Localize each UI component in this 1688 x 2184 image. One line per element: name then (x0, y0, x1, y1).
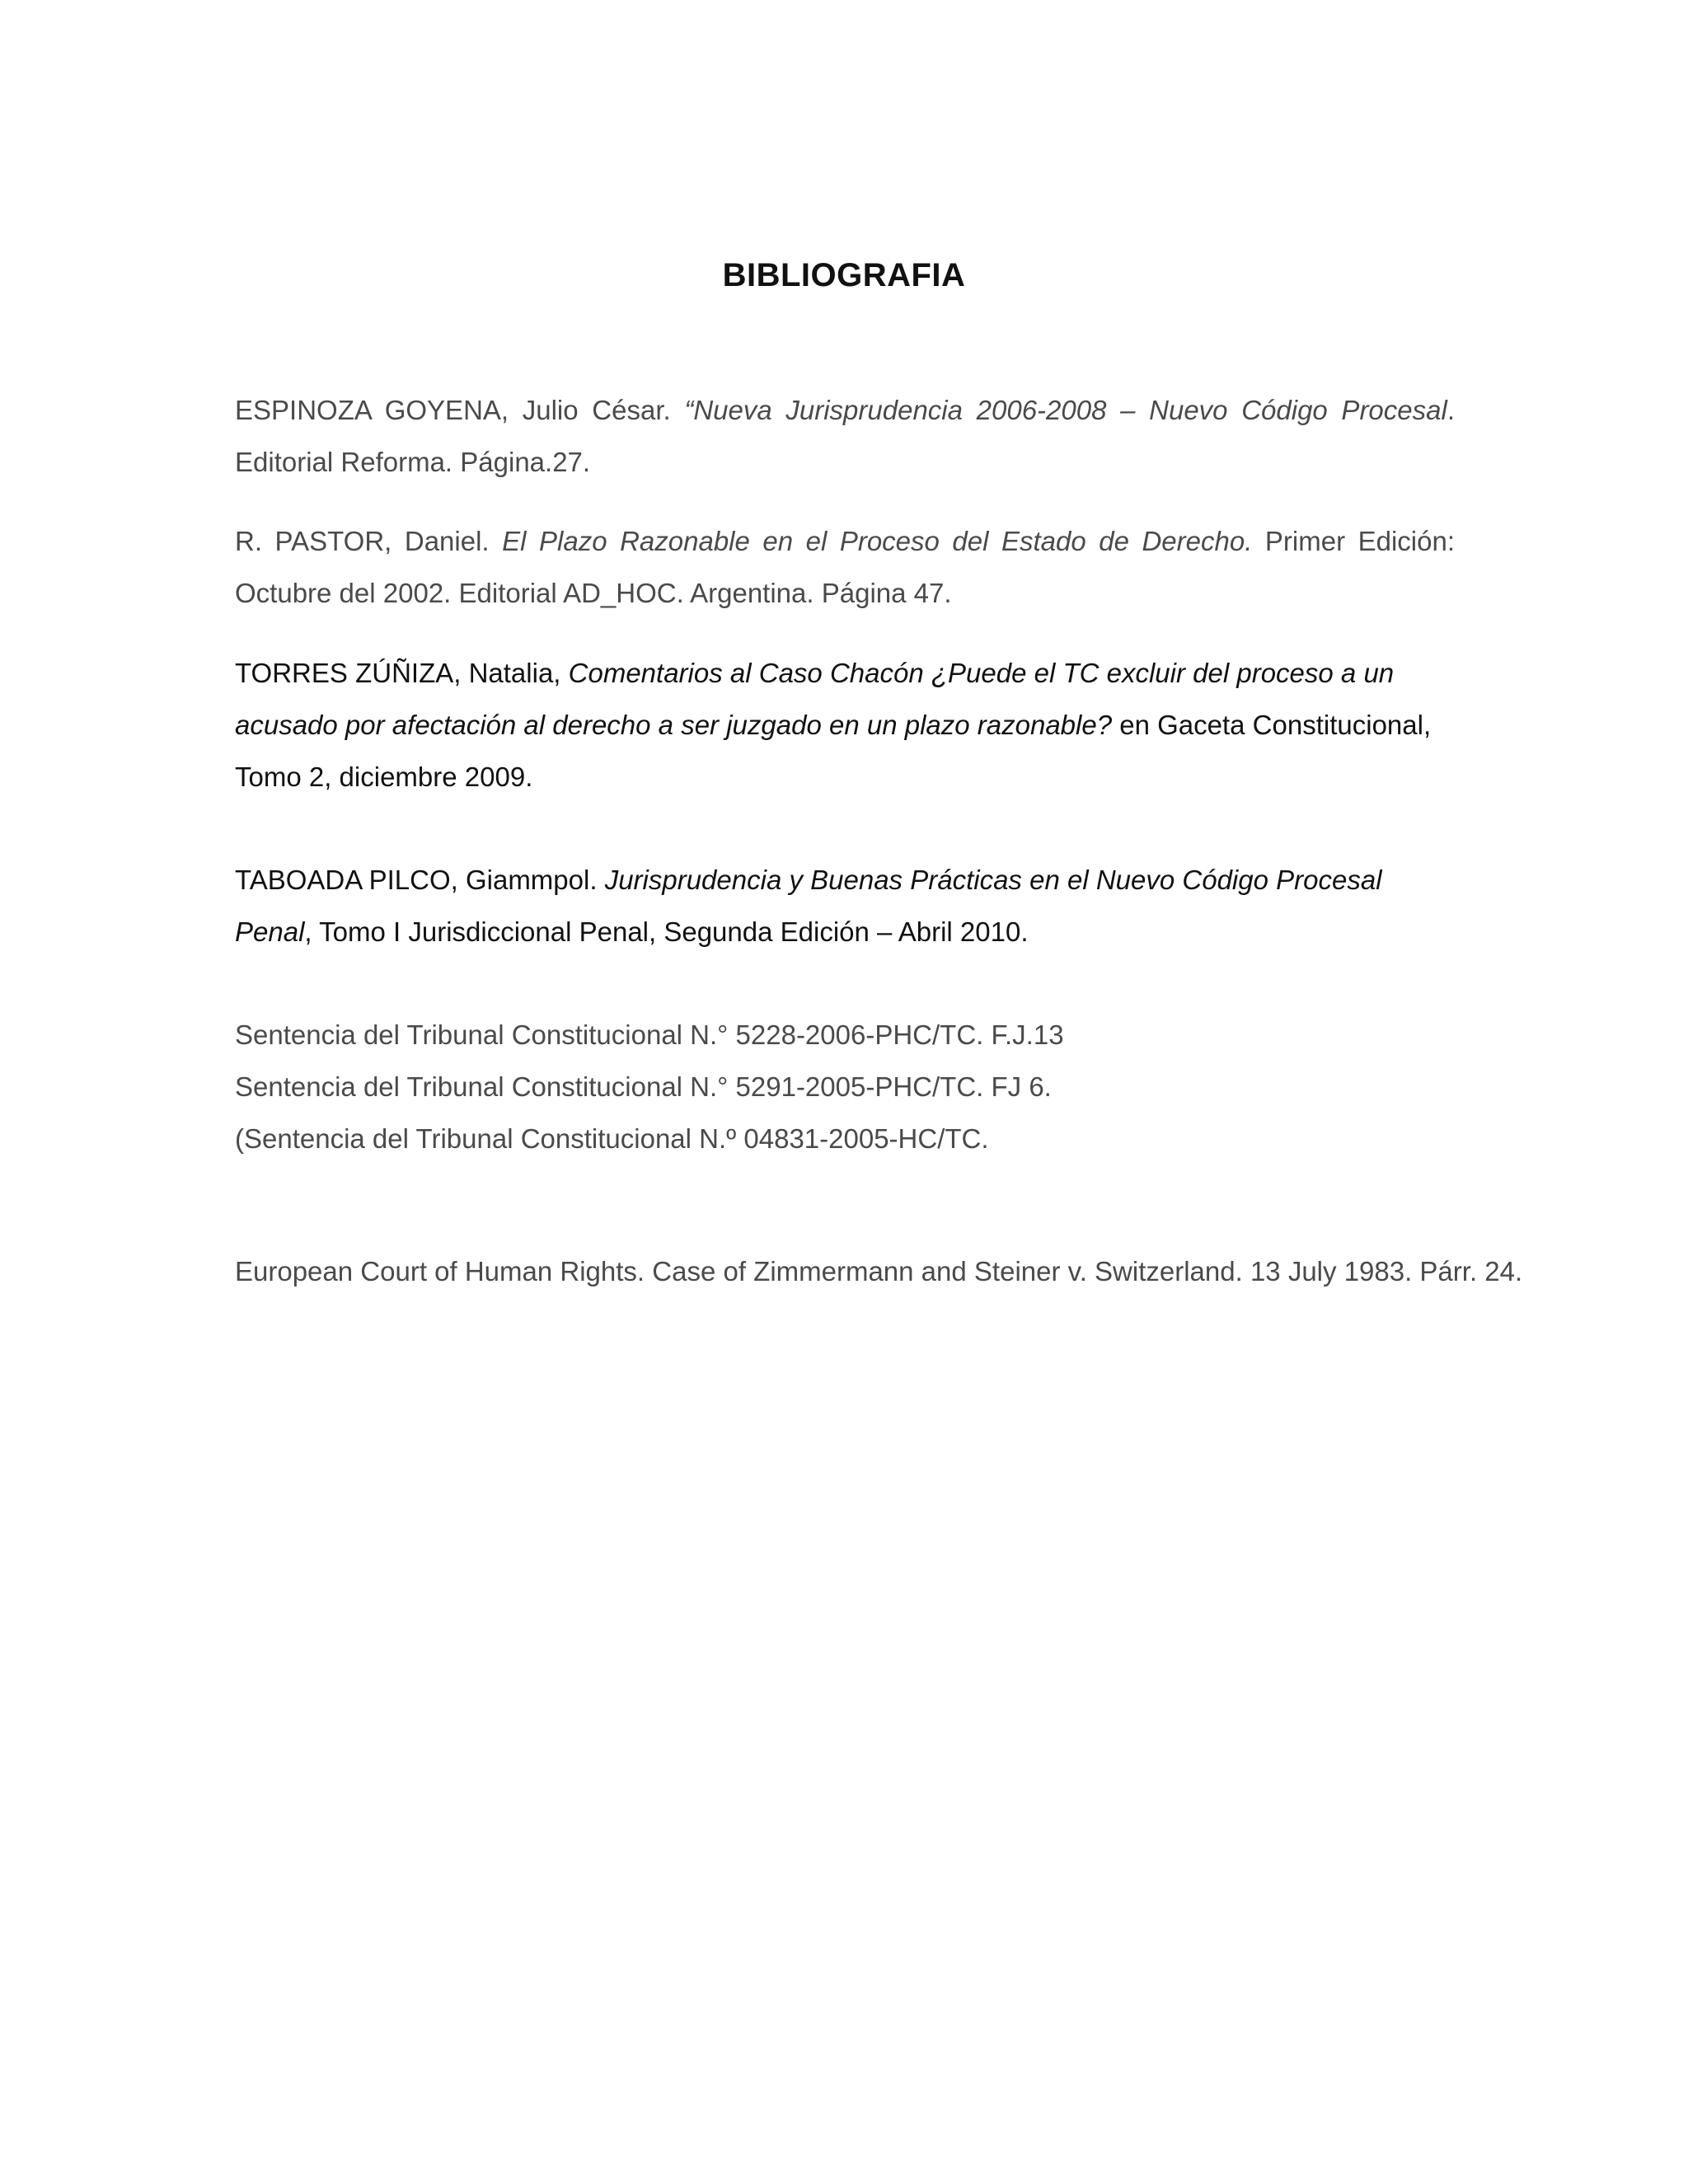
entry-details: . Editorial Reforma. Página.27. (235, 395, 1455, 477)
entry-details: en Gaceta Constitucional, Tomo 2, diciembre 2009. (235, 710, 1432, 792)
entry-author: R. PASTOR, Daniel. (235, 526, 490, 556)
bibliography-entry-torres (235, 647, 1455, 803)
entry-work-title: Comentarios al Caso Chacón ¿Puede el TC excluir del proceso a un acusado por afectación al derecho a ser juzgado en un plazo razonable? (235, 658, 1395, 740)
entry-details: Primer Edición: Octubre del 2002. Editorial AD_HOC. Argentina. Página 47. (235, 526, 1455, 608)
bibliography-entry-espinoza (235, 384, 1455, 488)
sentencia-line: Sentencia del Tribunal Constitucional N.° 5291-2005-PHC/TC. FJ 6. (235, 1071, 1052, 1102)
european-court-entry: European Court of Human Rights. Case of Zimmermann and Steiner v. Switzerland. 13 July 1983. Párr. 24. (235, 1256, 1523, 1286)
page-title: BIBLIOGRAFIA (722, 257, 966, 293)
entry-work-title: “Nueva Jurisprudencia 2006-2008 – Nuevo Código Procesal (684, 395, 1447, 425)
entry-author: TORRES ZÚÑIZA, Natalia, (235, 658, 561, 688)
sentencia-line: Sentencia del Tribunal Constitucional N.° 5228-2006-PHC/TC. F.J.13 (235, 1019, 1064, 1050)
bibliography-entry-taboada (235, 854, 1455, 958)
entry-author: ESPINOZA GOYENA, Julio César. (235, 395, 671, 425)
entry-work-title: Jurisprudencia y Buenas Prácticas en el Nuevo Código Procesal Penal (235, 865, 1382, 947)
entry-details: , Tomo I Jurisdiccional Penal, Segunda Edición – Abril 2010. (304, 916, 1029, 947)
sentencia-line: (Sentencia del Tribunal Constitucional N.º 04831-2005-HC/TC. (235, 1123, 989, 1154)
entry-work-title: El Plazo Razonable en el Proceso del Estado de Derecho. (502, 526, 1253, 556)
entry-author: TABOADA PILCO, Giammpol. (235, 865, 598, 895)
bibliography-entry-pastor (235, 515, 1455, 619)
